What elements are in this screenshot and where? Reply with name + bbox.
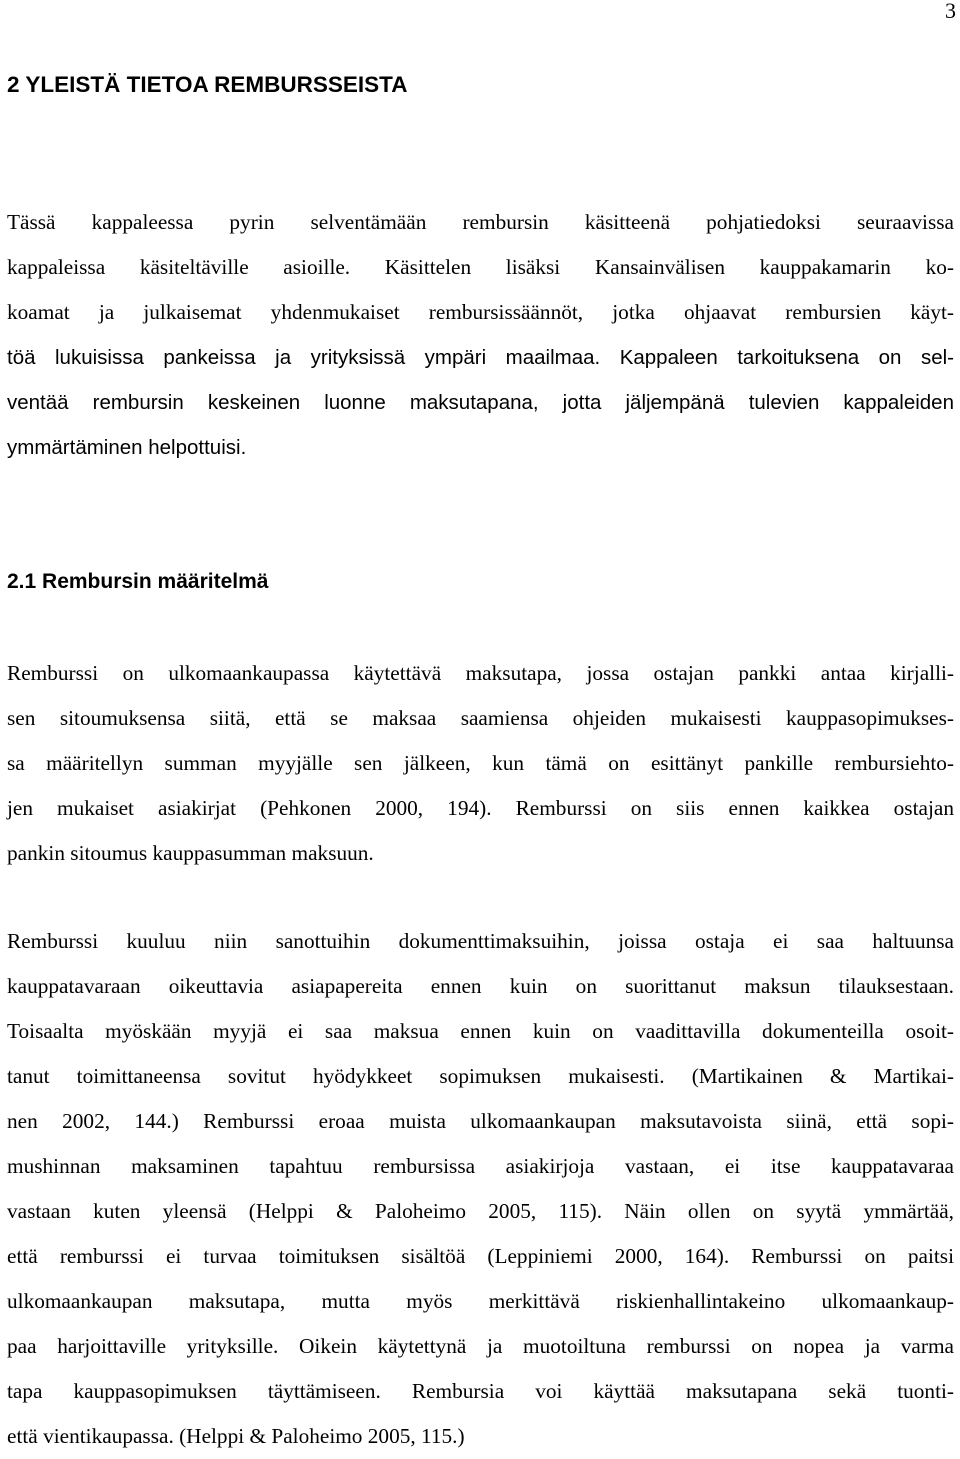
- text-line: kappaleissa käsiteltäville asioille. Käsittelen lisäksi Kansainvälisen kauppakamarin ko-: [7, 255, 954, 279]
- text-line: tanut toimittaneensa sovitut hyödykkeet sopimuksen mukaisesti. (Martikainen & Martikai-: [7, 1064, 954, 1088]
- paragraph-document-payment: [7, 919, 954, 1459]
- text-line: Tässä kappaleessa pyrin selventämään rembursin käsitteenä pohjatiedoksi seuraavissa: [7, 210, 954, 234]
- text-line: ymmärtäminen helpottuisi.: [7, 436, 247, 459]
- text-line: koamat ja julkaisemat yhdenmukaiset rembursissäännöt, jotka ohjaavat rembursien käyt-: [7, 300, 954, 324]
- text-line: nen 2002, 144.) Remburssi eroaa muista ulkomaankaupan maksutavoista siinä, että sopi-: [7, 1109, 954, 1133]
- text-line: että vientikaupassa. (Helppi & Paloheimo 2005, 115.): [7, 1424, 465, 1448]
- paragraph-intro: [7, 200, 954, 470]
- text-line: Toisaalta myöskään myyjä ei saa maksua ennen kuin on vaadittavilla dokumenteilla osoit-: [7, 1019, 954, 1043]
- text-line: tapa kauppasopimuksen täyttämiseen. Rembursia voi käyttää maksutapana sekä tuonti-: [7, 1379, 954, 1403]
- chapter-heading: 2 YLEISTÄ TIETOA REMBURSSEISTA: [7, 72, 408, 97]
- text-line: jen mukaiset asiakirjat (Pehkonen 2000, 194). Remburssi on siis ennen kaikkea ostajan: [7, 796, 954, 820]
- page-number: 3: [945, 0, 956, 23]
- text-line: ulkomaankaupan maksutapa, mutta myös merkittävä riskienhallintakeino ulkomaankaup-: [7, 1289, 954, 1313]
- text-line: paa harjoittaville yrityksille. Oikein käytettynä ja muotoiltuna remburssi on nopea ja varma: [7, 1334, 954, 1358]
- text-line: pankin sitoumus kauppasumman maksuun.: [7, 841, 374, 865]
- text-line: Remburssi kuuluu niin sanottuihin dokumenttimaksuihin, joissa ostaja ei saa haltuunsa: [7, 929, 954, 953]
- section-heading: 2.1 Rembursin määritelmä: [7, 570, 269, 593]
- text-line: ventää rembursin keskeinen luonne maksutapana, jotta jäljempänä tulevien kappaleiden: [7, 391, 954, 414]
- text-line: että remburssi ei turvaa toimituksen sisältöä (Leppiniemi 2000, 164). Remburssi on paitsi: [7, 1244, 954, 1268]
- text-line: mushinnan maksaminen tapahtuu rembursissa asiakirjoja vastaan, ei itse kauppatavaraa: [7, 1154, 954, 1178]
- text-line: töä lukuisissa pankeissa ja yrityksissä ympäri maailmaa. Kappaleen tarkoituksena on sel-: [7, 346, 954, 369]
- text-line: Remburssi on ulkomaankaupassa käytettävä maksutapa, jossa ostajan pankki antaa kirjalli-: [7, 661, 954, 685]
- text-line: sen sitoumuksensa siitä, että se maksaa saamiensa ohjeiden mukaisesti kauppasopimukses-: [7, 706, 954, 730]
- text-line: sa määritellyn summan myyjälle sen jälkeen, kun tämä on esittänyt pankille rembursiehto-: [7, 751, 954, 775]
- paragraph-definition: [7, 651, 954, 876]
- text-line: vastaan kuten yleensä (Helppi & Paloheimo 2005, 115). Näin ollen on syytä ymmärtää,: [7, 1199, 954, 1223]
- text-line: kauppatavaraan oikeuttavia asiapapereita ennen kuin on suorittanut maksun tilauksestaan.: [7, 974, 954, 998]
